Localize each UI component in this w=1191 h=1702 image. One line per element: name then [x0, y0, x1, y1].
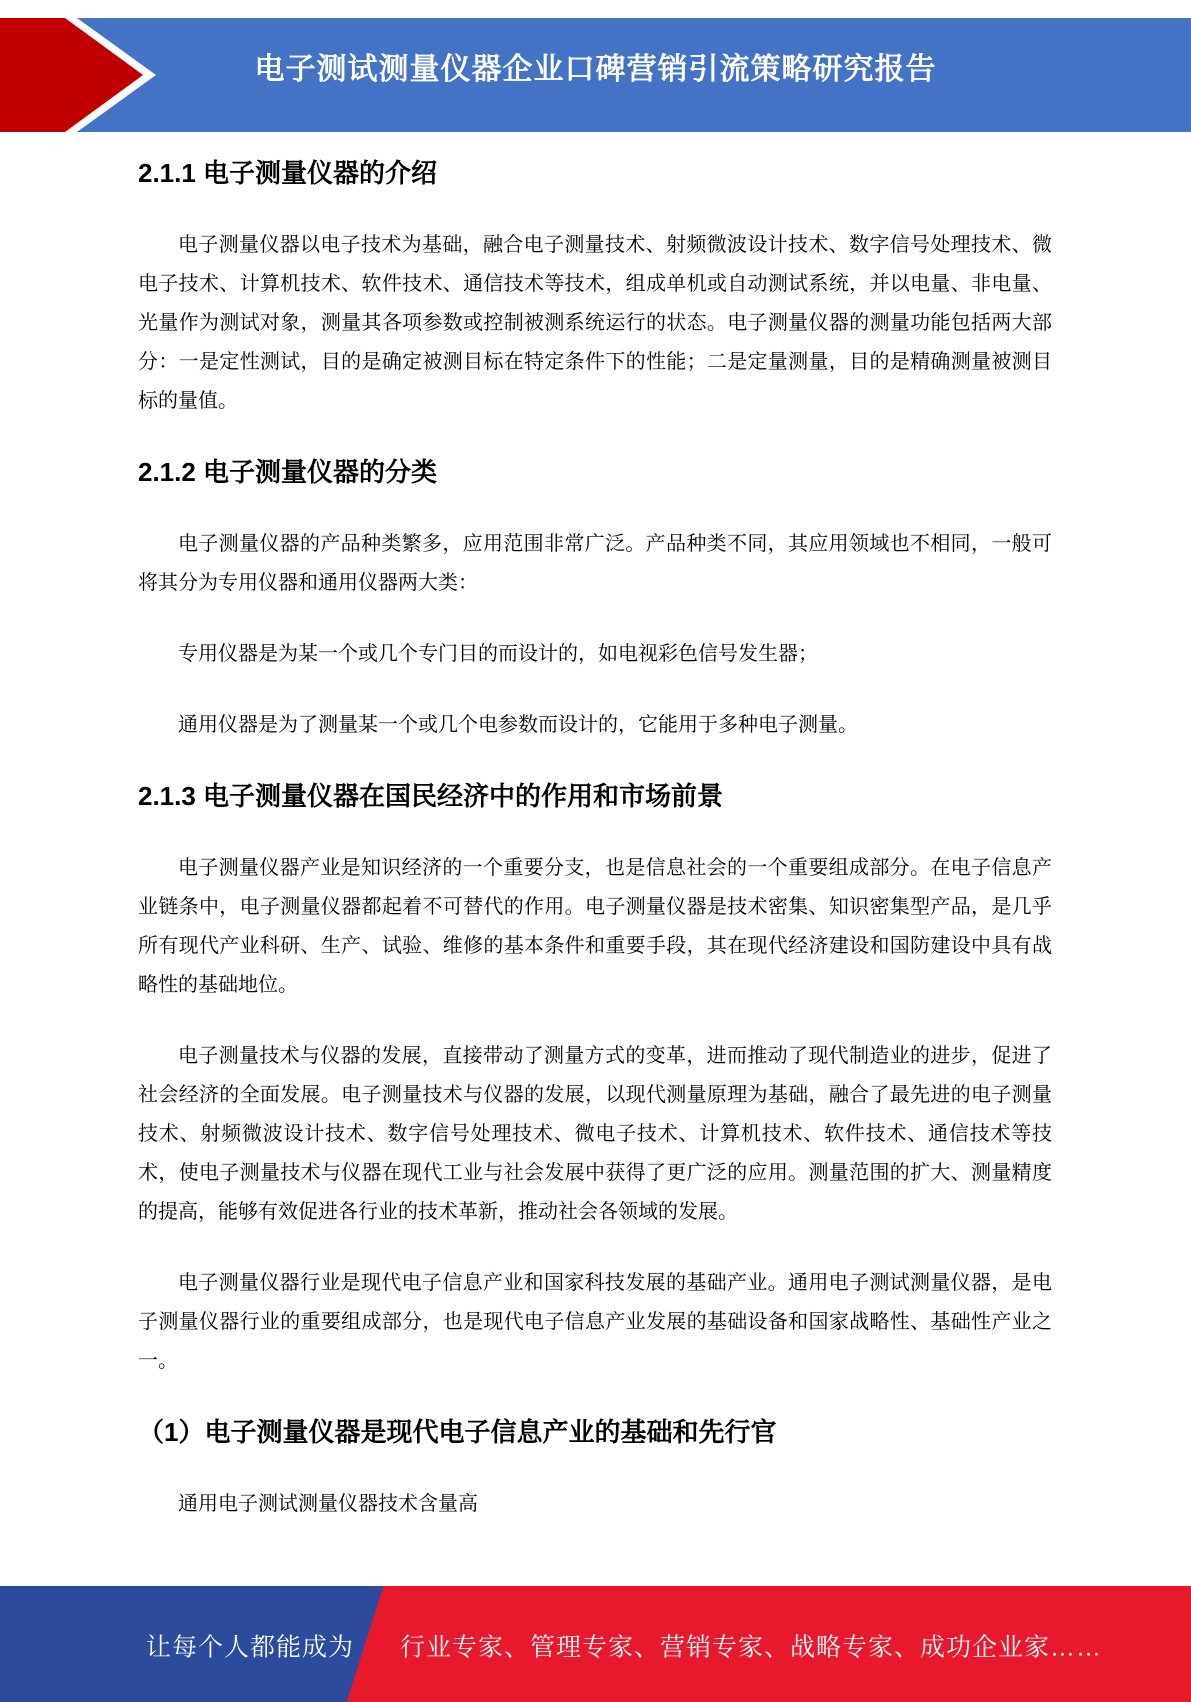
report-title: 电子测试测量仪器企业口碑营销引流策略研究报告 — [254, 53, 937, 86]
section-heading: 2.1.1 电子测量仪器的介绍 — [138, 158, 438, 188]
footer-slogan-right: 行业专家、管理专家、营销专家、战略专家、成功企业家…… — [400, 1633, 1103, 1662]
body-paragraph: 通用电子测试测量仪器技术含量高 — [178, 1493, 478, 1515]
section-heading: 2.1.2 电子测量仪器的分类 — [138, 457, 438, 487]
body-paragraph: 电子测量技术与仪器的发展，直接带动了测量方式的变革，进而推动了现代制造业的进步，促进了社会经济的全面发展。电子测量技术与仪器的发展，以现代测量原理为基础，融合了最先进的电子测量技术、射频微波设计技术、数字信号处理技术、微电子技术、计算机技术、软件技术、通信技术等技术，使电子测量技术与仪器在现代工业与社会发展中获得了更广泛的应用。测量范围的扩大、测量精度的提高，能够有效促进各行业的技术革新，推动社会各领域的发展。 — [138, 1045, 1052, 1223]
page-header — [0, 18, 1191, 132]
body-paragraph: 专用仪器是为某一个或几个专门目的而设计的，如电视彩色信号发生器； — [178, 643, 818, 665]
body-paragraph: 通用仪器是为了测量某一个或几个电参数而设计的，它能用于多种电子测量。 — [178, 714, 858, 736]
page-footer — [0, 1586, 1191, 1702]
sub-section-heading: （1）电子测量仪器是现代电子信息产业的基础和先行官 — [138, 1417, 777, 1447]
footer-slogan-left: 让每个人都能成为 — [146, 1633, 355, 1662]
body-paragraph: 电子测量仪器行业是现代电子信息产业和国家科技发展的基础产业。通用电子测试测量仪器，是电子测量仪器行业的重要组成部分，也是现代电子信息产业发展的基础设备和国家战略性、基础性产业之一。 — [138, 1272, 1052, 1372]
section-heading: 2.1.3 电子测量仪器在国民经济中的作用和市场前景 — [138, 781, 724, 811]
body-paragraph: 电子测量仪器的产品种类繁多，应用范围非常广泛。产品种类不同，其应用领域也不相同，一般可将其分为专用仪器和通用仪器两大类： — [138, 533, 1052, 594]
body-paragraph: 电子测量仪器产业是知识经济的一个重要分支，也是信息社会的一个重要组成部分。在电子信息产业链条中，电子测量仪器都起着不可替代的作用。电子测量仪器是技术密集、知识密集型产品，是几乎所有现代产业科研、生产、试验、维修的基本条件和重要手段，其在现代经济建设和国防建设中具有战略性的基础地位。 — [138, 857, 1052, 996]
body-paragraph: 电子测量仪器以电子技术为基础，融合电子测量技术、射频微波设计技术、数字信号处理技术、微电子技术、计算机技术、软件技术、通信技术等技术，组成单机或自动测试系统，并以电量、非电量、光量作为测试对象，测量其各项参数或控制被测系统运行的状态。电子测量仪器的测量功能包括两大部分：一是定性测试，目的是确定被测目标在特定条件下的性能；二是定量测量，目的是精确测量被测目标的量值。 — [138, 234, 1052, 412]
document-content — [0, 132, 1191, 1556]
